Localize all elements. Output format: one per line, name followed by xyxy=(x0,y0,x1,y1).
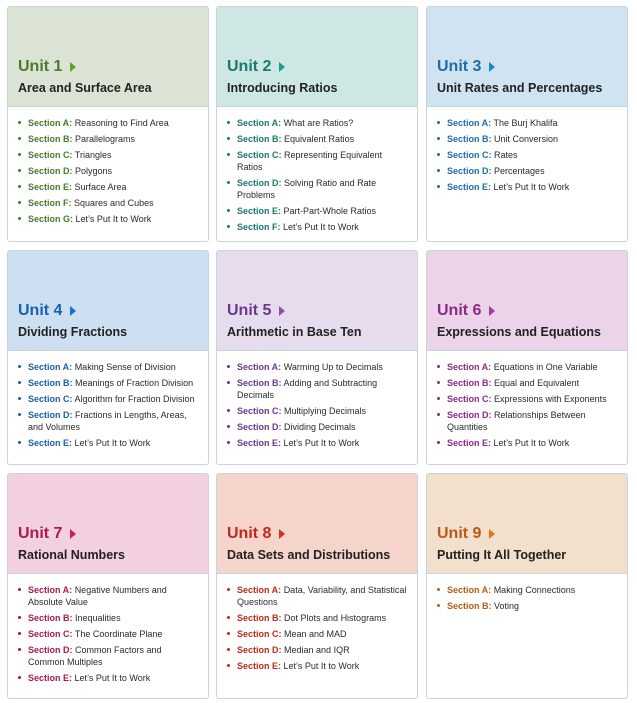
unit-card-header[interactable] xyxy=(427,7,627,107)
bullet-icon xyxy=(227,225,230,228)
section-list xyxy=(8,351,208,449)
section-item[interactable]: Section C: Representing Equivalent Ratios xyxy=(227,149,409,173)
section-item[interactable]: Section E: Surface Area xyxy=(18,181,200,193)
section-list xyxy=(217,351,417,449)
section-item[interactable]: Section C: Mean and MAD xyxy=(227,628,409,640)
bullet-icon xyxy=(18,365,21,368)
bullet-icon xyxy=(437,137,440,140)
unit-title[interactable]: Unit 7 xyxy=(18,524,198,543)
section-item[interactable]: Section D: Solving Ratio and Rate Problems xyxy=(227,177,409,201)
section-list xyxy=(427,107,627,193)
bullet-icon xyxy=(227,425,230,428)
section-item[interactable]: Section A: Warming Up to Decimals xyxy=(227,361,409,373)
unit-card-header[interactable] xyxy=(427,474,627,574)
bullet-icon xyxy=(18,381,21,384)
chevron-right-icon xyxy=(279,529,285,539)
section-item[interactable]: Section B: Inequalities xyxy=(18,612,200,624)
bullet-icon xyxy=(227,181,230,184)
section-item[interactable]: Section D: Median and IQR xyxy=(227,644,409,656)
unit-card-header[interactable] xyxy=(217,251,417,351)
unit-card-3[interactable] xyxy=(426,6,628,242)
bullet-icon xyxy=(437,169,440,172)
bullet-icon xyxy=(437,381,440,384)
bullet-icon xyxy=(227,121,230,124)
bullet-icon xyxy=(227,664,230,667)
section-item[interactable]: Section D: Percentages xyxy=(437,165,619,177)
bullet-icon xyxy=(18,185,21,188)
unit-card-header[interactable] xyxy=(8,251,208,351)
unit-subtitle[interactable]: Arithmetic in Base Ten xyxy=(227,325,362,339)
chevron-right-icon xyxy=(279,306,285,316)
unit-title[interactable]: Unit 2 xyxy=(227,57,407,76)
section-item[interactable]: Section C: Triangles xyxy=(18,149,200,161)
bullet-icon xyxy=(18,153,21,156)
chevron-right-icon xyxy=(279,62,285,72)
section-list xyxy=(217,107,417,233)
section-item[interactable]: Section D: Polygons xyxy=(18,165,200,177)
section-item[interactable]: Section B: Unit Conversion xyxy=(437,133,619,145)
section-item[interactable]: Section E: Let’s Put It to Work xyxy=(437,437,619,449)
bullet-icon xyxy=(18,413,21,416)
bullet-icon xyxy=(437,397,440,400)
unit-subtitle[interactable]: Putting It All Together xyxy=(437,548,567,562)
section-item[interactable]: Section B: Equivalent Ratios xyxy=(227,133,409,145)
unit-subtitle[interactable]: Unit Rates and Percentages xyxy=(437,81,603,95)
bullet-icon xyxy=(18,588,21,591)
section-item[interactable]: Section E: Part-Part-Whole Ratios xyxy=(227,205,409,217)
unit-card-header[interactable] xyxy=(217,7,417,107)
section-item[interactable]: Section A: Reasoning to Find Area xyxy=(18,117,200,129)
section-list xyxy=(427,351,627,449)
section-item[interactable]: Section E: Let’s Put It to Work xyxy=(18,437,200,449)
unit-subtitle[interactable]: Area and Surface Area xyxy=(18,81,152,95)
chevron-right-icon xyxy=(489,529,495,539)
unit-card-5[interactable] xyxy=(216,250,418,465)
section-item[interactable]: Section B: Parallelograms xyxy=(18,133,200,145)
chevron-right-icon xyxy=(70,306,76,316)
section-item[interactable]: Section E: Let’s Put It to Work xyxy=(18,672,200,684)
bullet-icon xyxy=(227,588,230,591)
chevron-right-icon xyxy=(489,306,495,316)
bullet-icon xyxy=(18,137,21,140)
unit-card-9[interactable] xyxy=(426,473,628,699)
section-item[interactable]: Section A: Equations in One Variable xyxy=(437,361,619,373)
section-list xyxy=(8,107,208,225)
unit-card-header[interactable] xyxy=(8,7,208,107)
unit-subtitle[interactable]: Data Sets and Distributions xyxy=(227,548,391,562)
section-item[interactable]: Section B: Voting xyxy=(437,600,619,612)
section-item[interactable]: Section A: The Burj Khalifa xyxy=(437,117,619,129)
section-item[interactable]: Section B: Equal and Equivalent xyxy=(437,377,619,389)
unit-title[interactable]: Unit 8 xyxy=(227,524,407,543)
unit-card-header[interactable] xyxy=(427,251,627,351)
unit-title[interactable]: Unit 3 xyxy=(437,57,617,76)
bullet-icon xyxy=(227,616,230,619)
section-item[interactable]: Section C: The Coordinate Plane xyxy=(18,628,200,640)
section-list xyxy=(427,574,627,612)
section-item[interactable]: Section D: Dividing Decimals xyxy=(227,421,409,433)
bullet-icon xyxy=(227,381,230,384)
section-item[interactable]: Section B: Adding and Subtracting Decimals xyxy=(227,377,409,401)
unit-card-header[interactable] xyxy=(217,474,417,574)
bullet-icon xyxy=(227,632,230,635)
bullet-icon xyxy=(18,397,21,400)
unit-subtitle[interactable]: Introducing Ratios xyxy=(227,81,338,95)
unit-title[interactable]: Unit 5 xyxy=(227,301,407,320)
bullet-icon xyxy=(18,441,21,444)
unit-card-1[interactable] xyxy=(7,6,209,242)
bullet-icon xyxy=(227,209,230,212)
bullet-icon xyxy=(437,365,440,368)
unit-subtitle[interactable]: Expressions and Equations xyxy=(437,325,601,339)
section-item[interactable]: Section F: Let’s Put It to Work xyxy=(227,221,409,233)
bullet-icon xyxy=(18,648,21,651)
unit-title[interactable]: Unit 1 xyxy=(18,57,198,76)
unit-card-8[interactable] xyxy=(216,473,418,699)
unit-card-4[interactable] xyxy=(7,250,209,465)
bullet-icon xyxy=(437,185,440,188)
bullet-icon xyxy=(227,153,230,156)
bullet-icon xyxy=(18,121,21,124)
section-item[interactable]: Section E: Let’s Put It to Work xyxy=(437,181,619,193)
section-item[interactable]: Section A: Making Sense of Division xyxy=(18,361,200,373)
unit-title[interactable]: Unit 6 xyxy=(437,301,617,320)
bullet-icon xyxy=(18,676,21,679)
section-item[interactable]: Section B: Dot Plots and Histograms xyxy=(227,612,409,624)
unit-subtitle[interactable]: Rational Numbers xyxy=(18,548,125,562)
bullet-icon xyxy=(18,616,21,619)
chevron-right-icon xyxy=(70,529,76,539)
section-item[interactable]: Section D: Common Factors and Common Multiples xyxy=(18,644,200,668)
bullet-icon xyxy=(227,409,230,412)
section-item[interactable]: Section A: Negative Numbers and Absolute Value xyxy=(18,584,200,608)
section-item[interactable]: Section E: Let’s Put It to Work xyxy=(227,660,409,672)
section-item[interactable]: Section A: What are Ratios? xyxy=(227,117,409,129)
chevron-right-icon xyxy=(489,62,495,72)
unit-title[interactable]: Unit 4 xyxy=(18,301,198,320)
section-item[interactable]: Section C: Multiplying Decimals xyxy=(227,405,409,417)
section-item[interactable]: Section A: Data, Variability, and Statistical Questions xyxy=(227,584,409,608)
section-item[interactable]: Section F: Squares and Cubes xyxy=(18,197,200,209)
section-item[interactable]: Section B: Meanings of Fraction Division xyxy=(18,377,200,389)
section-item[interactable]: Section D: Relationships Between Quantities xyxy=(437,409,619,433)
unit-card-7[interactable] xyxy=(7,473,209,699)
bullet-icon xyxy=(227,441,230,444)
bullet-icon xyxy=(437,441,440,444)
unit-title[interactable]: Unit 9 xyxy=(437,524,617,543)
bullet-icon xyxy=(437,588,440,591)
section-item[interactable]: Section G: Let’s Put It to Work xyxy=(18,213,200,225)
bullet-icon xyxy=(227,137,230,140)
bullet-icon xyxy=(437,413,440,416)
section-item[interactable]: Section D: Fractions in Lengths, Areas, and Volumes xyxy=(18,409,200,433)
bullet-icon xyxy=(18,632,21,635)
unit-subtitle[interactable]: Dividing Fractions xyxy=(18,325,128,339)
section-item[interactable]: Section C: Algorithm for Fraction Division xyxy=(18,393,200,405)
bullet-icon xyxy=(18,169,21,172)
bullet-icon xyxy=(227,365,230,368)
section-item[interactable]: Section C: Rates xyxy=(437,149,619,161)
bullet-icon xyxy=(437,153,440,156)
bullet-icon xyxy=(437,604,440,607)
chevron-right-icon xyxy=(70,62,76,72)
section-item[interactable]: Section E: Let’s Put It to Work xyxy=(227,437,409,449)
bullet-icon xyxy=(227,648,230,651)
unit-card-2[interactable] xyxy=(216,6,418,242)
section-item[interactable]: Section C: Expressions with Exponents xyxy=(437,393,619,405)
section-list xyxy=(8,574,208,684)
unit-card-6[interactable] xyxy=(426,250,628,465)
section-item[interactable]: Section A: Making Connections xyxy=(437,584,619,596)
section-list xyxy=(217,574,417,672)
unit-card-header[interactable] xyxy=(8,474,208,574)
bullet-icon xyxy=(18,201,21,204)
bullet-icon xyxy=(18,217,21,220)
bullet-icon xyxy=(437,121,440,124)
